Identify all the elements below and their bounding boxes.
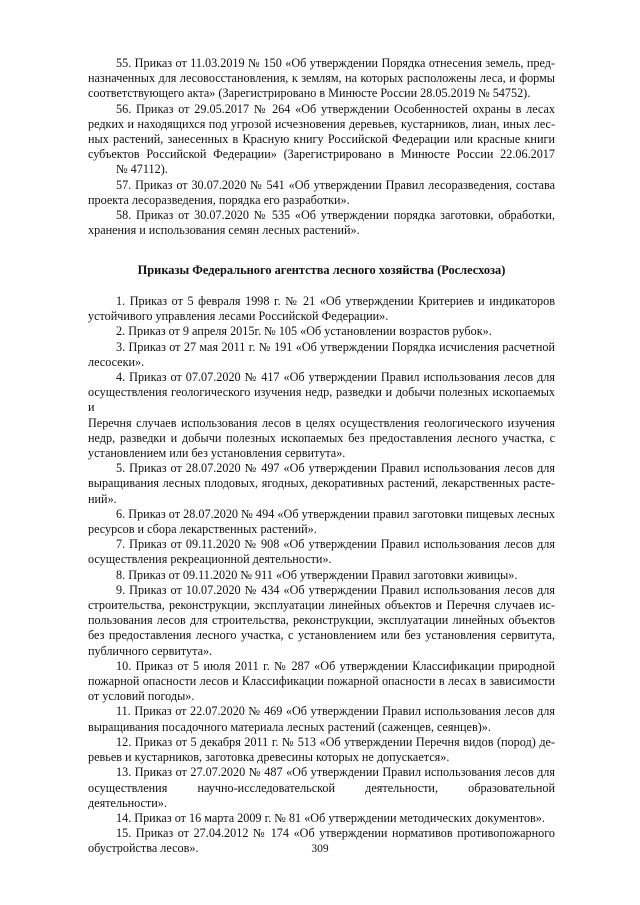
text-line: пользования лесов для строительства, реконструкции, эксплуатации линейных объектов	[88, 613, 555, 628]
order-paragraph	[88, 370, 555, 461]
order-paragraph	[88, 56, 555, 102]
text-line: назначенных для лесовосстановления, к землям, на которых расположены леса, и формы	[88, 71, 555, 86]
text-line: лесосеки».	[88, 354, 145, 369]
text-line: осуществления научно-исследовательской деятельности, образовательной деятельности».	[88, 780, 555, 810]
text-line: публичного сервитута».	[88, 643, 213, 658]
order-paragraph	[88, 102, 555, 178]
text-line: 5. Приказ от 28.07.2020 № 497 «Об утверждении Правил использования лесов для	[116, 461, 555, 476]
text-line: 11. Приказ от 22.07.2020 № 469 «Об утверждении Правил использования лесов для	[116, 704, 555, 719]
text-line: строительства, реконструкции, эксплуатации линейных объектов и Перечня случаев ис-	[88, 598, 555, 613]
text-line: ресурсов и сбора лекарственных растений».	[88, 522, 317, 537]
order-paragraph	[88, 340, 555, 370]
order-paragraph	[88, 294, 555, 324]
text-line: 10. Приказ от 5 июля 2011 г. № 287 «Об утверждении Классификации природной	[116, 658, 555, 673]
text-line: 55. Приказ от 11.03.2019 № 150 «Об утверждении Порядка отнесения земель, пред-	[116, 56, 555, 70]
text-line: ных растений, занесенных в Красную книгу Российской Федерации или красные книги	[88, 132, 555, 147]
order-paragraph	[88, 704, 555, 734]
text-line: выращивания лесных плодовых, ягодных, декоративных растений, лекарственных расте-	[88, 476, 555, 491]
text-line: от условий погоды».	[88, 689, 195, 704]
text-line: 15. Приказ от 27.04.2012 № 174 «Об утверждении нормативов противопожарного	[116, 826, 555, 841]
text-line: 9. Приказ от 10.07.2020 № 434 «Об утверждении Правил использования лесов для	[116, 582, 555, 597]
text-line: 12. Приказ от 5 декабря 2011 г. № 513 «Об утверждении Перечня видов (пород) де-	[116, 734, 555, 749]
text-line: соответствующего акта» (Зарегистрировано в Минюсте России 28.05.2019 № 54752).	[88, 86, 531, 101]
text-line: проекта лесоразведения, порядка его разработки».	[88, 192, 350, 207]
text-line: недр, разведки и добычи полезных ископаемых без предоставления лесного участка, с	[88, 430, 555, 445]
order-paragraph	[88, 507, 555, 537]
text-line: № 47112).	[116, 162, 168, 177]
order-paragraph	[88, 324, 555, 339]
text-line: ревьев и кустарников, заготовка древесины которых не допускается».	[88, 750, 450, 765]
section-heading: Приказы Федерального агентства лесного хозяйства (Рослесхоза)	[137, 263, 506, 277]
text-line: 6. Приказ от 28.07.2020 № 494 «Об утверждении правил заготовки пищевых лесных	[116, 506, 555, 521]
order-paragraph	[88, 811, 555, 826]
text-line: 4. Приказ от 07.07.2020 № 417 «Об утверждении Правил использования лесов для	[116, 370, 555, 385]
text-line: пожарной опасности лесов и Классификации пожарной опасности в лесах в зависимости	[88, 674, 555, 689]
text-line: 7. Приказ от 09.11.2020 № 908 «Об утверждении Правил использования лесов для	[116, 537, 555, 552]
text-line: 57. Приказ от 30.07.2020 № 541 «Об утверждении Правил лесоразведения, состава	[116, 177, 555, 192]
text-line: 1. Приказ от 5 февраля 1998 г. № 21 «Об утверждении Критериев и индикаторов	[116, 294, 555, 308]
text-line: 56. Приказ от 29.05.2017 № 264 «Об утверждении Особенностей охраны в лесах	[116, 101, 555, 116]
text-line: хранения и использования семян лесных растений».	[88, 223, 360, 238]
order-paragraph	[88, 208, 555, 238]
order-paragraph	[88, 659, 555, 705]
text-line: 13. Приказ от 27.07.2020 № 487 «Об утверждении Правил использования лесов для	[116, 765, 555, 780]
rosleskhoz-orders-list	[88, 294, 555, 857]
order-paragraph	[88, 537, 555, 567]
order-paragraph	[88, 735, 555, 765]
text-line: Перечня случаев использования лесов в целях осуществления геологического изучения	[88, 415, 555, 430]
text-line: 58. Приказ от 30.07.2020 № 535 «Об утверждении порядка заготовки, обработки,	[116, 208, 555, 223]
text-line: ний».	[88, 491, 117, 506]
text-line: 3. Приказ от 27 мая 2011 г. № 191 «Об утверждении Порядка исчисления расчетной	[116, 339, 555, 354]
order-paragraph	[88, 461, 555, 507]
text-line: субъектов Российской Федерации» (Зарегистрировано в Минюсте России 22.06.2017	[88, 147, 555, 162]
text-line: установлением или без установления сервитута».	[88, 446, 346, 461]
text-line: 14. Приказ от 16 марта 2009 г. № 81 «Об утверждении методических документов».	[116, 810, 545, 825]
text-line: устойчивого управления лесами Российской Федерации».	[88, 309, 389, 324]
order-paragraph	[88, 583, 555, 659]
text-line: осуществления рекреационной деятельности».	[88, 552, 332, 567]
text-line: 2. Приказ от 9 апреля 2015г. № 105 «Об установлении возрастов рубок».	[116, 324, 492, 339]
text-line: выращивания посадочного материала лесных растений (саженцев, сеянцев)».	[88, 719, 491, 734]
order-paragraph	[88, 178, 555, 208]
text-line: обустройства лесов».	[88, 841, 199, 856]
text-line: осуществления геологического изучения недр, разведки и добычи полезных ископаемых и	[88, 385, 555, 415]
order-paragraph	[88, 765, 555, 811]
text-line: редких и находящихся под угрозой исчезновения деревьев, кустарников, лиан, иных лес-	[88, 116, 555, 131]
page-number: 309	[311, 843, 329, 855]
text-line: без предоставления лесного участка, с установлением или без установления сервитута,	[88, 628, 555, 643]
text-line: 8. Приказ от 09.11.2020 № 911 «Об утверждении Правил заготовки живицы».	[116, 567, 518, 582]
order-paragraph	[88, 568, 555, 583]
ministry-orders-list-continued	[88, 56, 555, 238]
